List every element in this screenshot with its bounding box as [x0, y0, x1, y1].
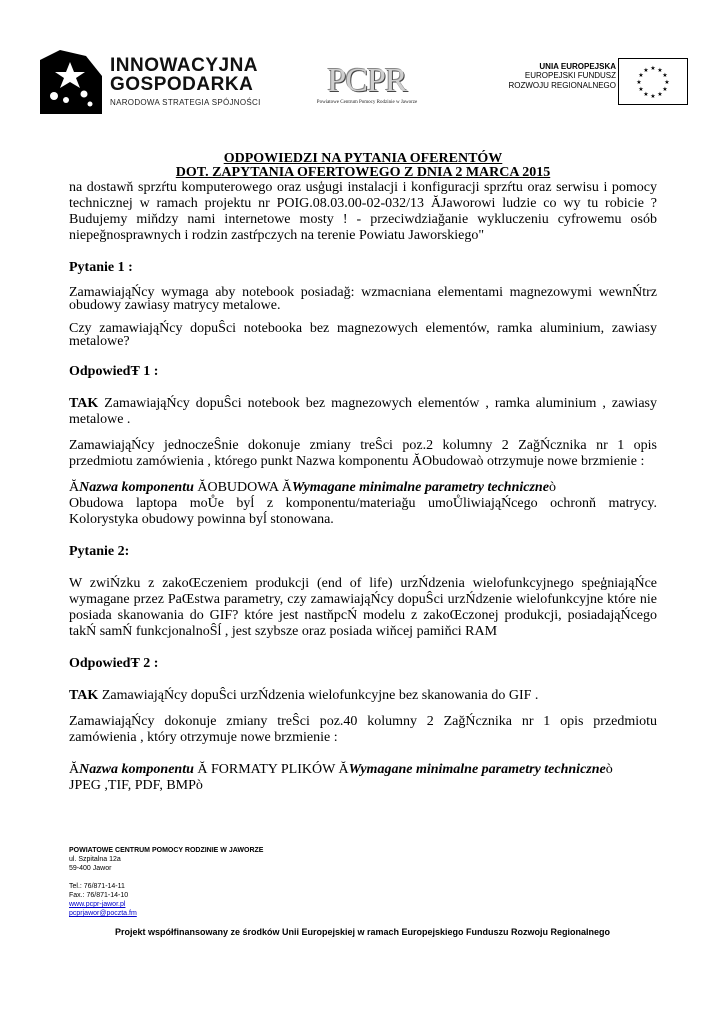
footer-fax: Fax.: 76/871-14-10	[69, 892, 129, 899]
pcpr-logo-text: PCPR	[327, 62, 407, 99]
answer-2-change: ZamawiająŃcy dokonuje zmiany treŜci poz.40 kolumny 2 ZağŃcznika nr 1 opis przedmiotu zamówienia , który otrzymuje nowe brzmienie :	[69, 714, 657, 745]
svg-text:★: ★	[657, 67, 663, 74]
intro-paragraph: na dostawň sprzŕtu komputerowego oraz usģugi instalacji i konfiguracji sprzŕtu oraz serwisu i pomocy technicznej w ramach projektu nr POIG.08.03.00-02-032/13 ĂJaworowi ludzie co wy tu robicie ? Budujemy miňdzy nami internetowe mosty ! - przeciwdziağanie wykluczeniu cyfrowemu osób niepeğnosprawnych i rodzin zastŕpczych na terenie Powiatu Jaworskiego"	[69, 180, 657, 243]
quote-close-2: ò	[605, 762, 613, 777]
svg-text:★: ★	[657, 91, 663, 98]
footer-street: ul. Szpitalna 12a	[69, 856, 121, 863]
quote-close: ò	[548, 480, 556, 495]
answer-2-quote	[69, 762, 657, 794]
answer-1-change: ZamawiająŃcy jednoczeŜnie dokonuje zmiany treŜci poz.2 kolumny 2 ZağŃcznika nr 1 opis przedmiotu zamówienia , którego punkt Nazwa komponentu ĂObudowaò otrzymuje nowe brzmienie :	[69, 438, 657, 469]
quote-value-1: ĂOBUDOWA Ă	[193, 480, 292, 495]
footer-contact	[69, 846, 263, 918]
question-2-heading: Pytanie 2:	[69, 544, 130, 559]
question-1-question: Czy zamawiająŃcy dopuŜci notebooka bez magnezowych elementów, ramka aluminium, zawiasy metalowe?	[69, 321, 657, 349]
svg-text:★: ★	[636, 79, 642, 86]
eu-sub2: ROZWOJU REGIONALNEGO	[508, 81, 616, 90]
svg-text:★: ★	[650, 93, 656, 100]
ig-emblem-icon	[40, 50, 102, 114]
answer-1-heading: OdpowiedŦ 1 :	[69, 364, 159, 379]
eu-sub1: EUROPEJSKI FUNDUSZ	[524, 71, 616, 80]
eu-logo	[488, 58, 688, 114]
answer-2-heading: OdpowiedŦ 2 :	[69, 656, 159, 671]
innowacyjna-gospodarka-logo	[40, 50, 280, 118]
answer-1-body: ZamawiająŃcy dopuŜci notebook bez magnezowych elementów , ramka aluminium , zawiasy metalowe .	[69, 396, 657, 427]
svg-text:★: ★	[662, 86, 668, 93]
footer-org: POWIATOWE CENTRUM POMOCY RODZINIE W JAWORZE	[69, 847, 264, 854]
doc-title-2: DOT. ZAPYTANIA OFERTOWEGO Z DNIA 2 MARCA 2015	[175, 165, 551, 180]
quote-body-2: JPEG ,TIF, PDF, BMPò	[69, 778, 203, 793]
svg-text:★: ★	[638, 72, 644, 79]
cofinance-note: Projekt współfinansowany ze środków Unii Europejskiej w ramach Europejskiego Funduszu Rozwoju Regionalnego	[114, 927, 611, 937]
quote-value-1-2: Ă FORMATY PLIKÓW Ă	[193, 762, 349, 777]
document-body	[69, 152, 657, 794]
answer-1-quote	[69, 480, 657, 528]
footer-tel: Tel.: 76/871-14-11	[69, 883, 125, 890]
letterhead	[0, 0, 725, 130]
question-2-text: W zwiŃzku z zakoŒczeniem produkcji (end of life) urzŃdzenia wielofunkcyjnego speģniająŃce wymagane przez PaŒstwa parametry, czy zamawiająŃcy dopuŜci urzŃdzenie wielofunkcyjne które nie posiada skanowania do GIF? które jest nastňpcŃ modelu z zakoŒczonej produkcji, posiadająŃcego takŃ samŃ funkcjonalnoŜĺ , jest szybsze oraz posiada wiňcej pamiňci RAM	[69, 576, 657, 639]
question-1-heading: Pytanie 1 :	[69, 260, 133, 275]
pcpr-logo-sub: Powiatowe Centrum Pomocy Rodzinie w Jaworze	[316, 100, 418, 105]
doc-title-1: ODPOWIEDZI NA PYTANIA OFERENTÓW	[223, 151, 503, 166]
answer-1-tak: TAK	[69, 396, 99, 411]
ig-line2: GOSPODARKA	[110, 74, 254, 95]
quote-label-1: Nazwa komponentu	[79, 480, 194, 495]
quote-label-2: Wymagane minimalne parametry techniczne	[291, 480, 549, 495]
quote-body: Obudowa laptopa moŮe byĺ z komponentu/materiağu umoŮliwiająŃcego ochronň matrycy. Kolorystyka obudowy powinna byĺ stonowana.	[69, 496, 657, 527]
ig-line3: NARODOWA STRATEGIA SPÓJNOŚCI	[110, 98, 261, 107]
quote-open: Ă	[69, 480, 80, 495]
answer-2-tak: TAK	[69, 688, 99, 703]
svg-text:★: ★	[643, 67, 649, 74]
svg-text:★: ★	[664, 79, 670, 86]
ig-line1: INNOWACYJNA	[110, 55, 259, 76]
eu-flag-icon	[618, 58, 688, 105]
answer-1-text	[69, 396, 657, 428]
footer-www-link[interactable]: www.pcpr-jawor.pl	[69, 901, 126, 908]
footer-city: 59-400 Jawor	[69, 865, 112, 872]
footer-email-link[interactable]: pcprjawor@poczta.fm	[69, 910, 137, 917]
svg-text:★: ★	[662, 72, 668, 79]
svg-text:★: ★	[643, 91, 649, 98]
answer-2-text	[69, 688, 657, 704]
quote-open-2: Ă	[69, 762, 80, 777]
question-1-text: ZamawiająŃcy wymaga aby notebook posiadağ: wzmacniana elementami magnezowymi wewnŃtrz obudowy zawiasy matrycy metalowe.	[69, 285, 657, 313]
quote-label-1-2: Nazwa komponentu	[79, 762, 194, 777]
pcpr-logo	[316, 62, 418, 118]
svg-text:★: ★	[650, 65, 656, 72]
svg-text:★: ★	[638, 86, 644, 93]
answer-2-body: ZamawiająŃcy dopuŜci urzŃdzenia wielofunkcyjne bez skanowania do GIF .	[98, 688, 539, 703]
quote-label-2-2: Wymagane minimalne parametry techniczne	[348, 762, 606, 777]
eu-title: UNIA EUROPEJSKA	[539, 62, 616, 71]
